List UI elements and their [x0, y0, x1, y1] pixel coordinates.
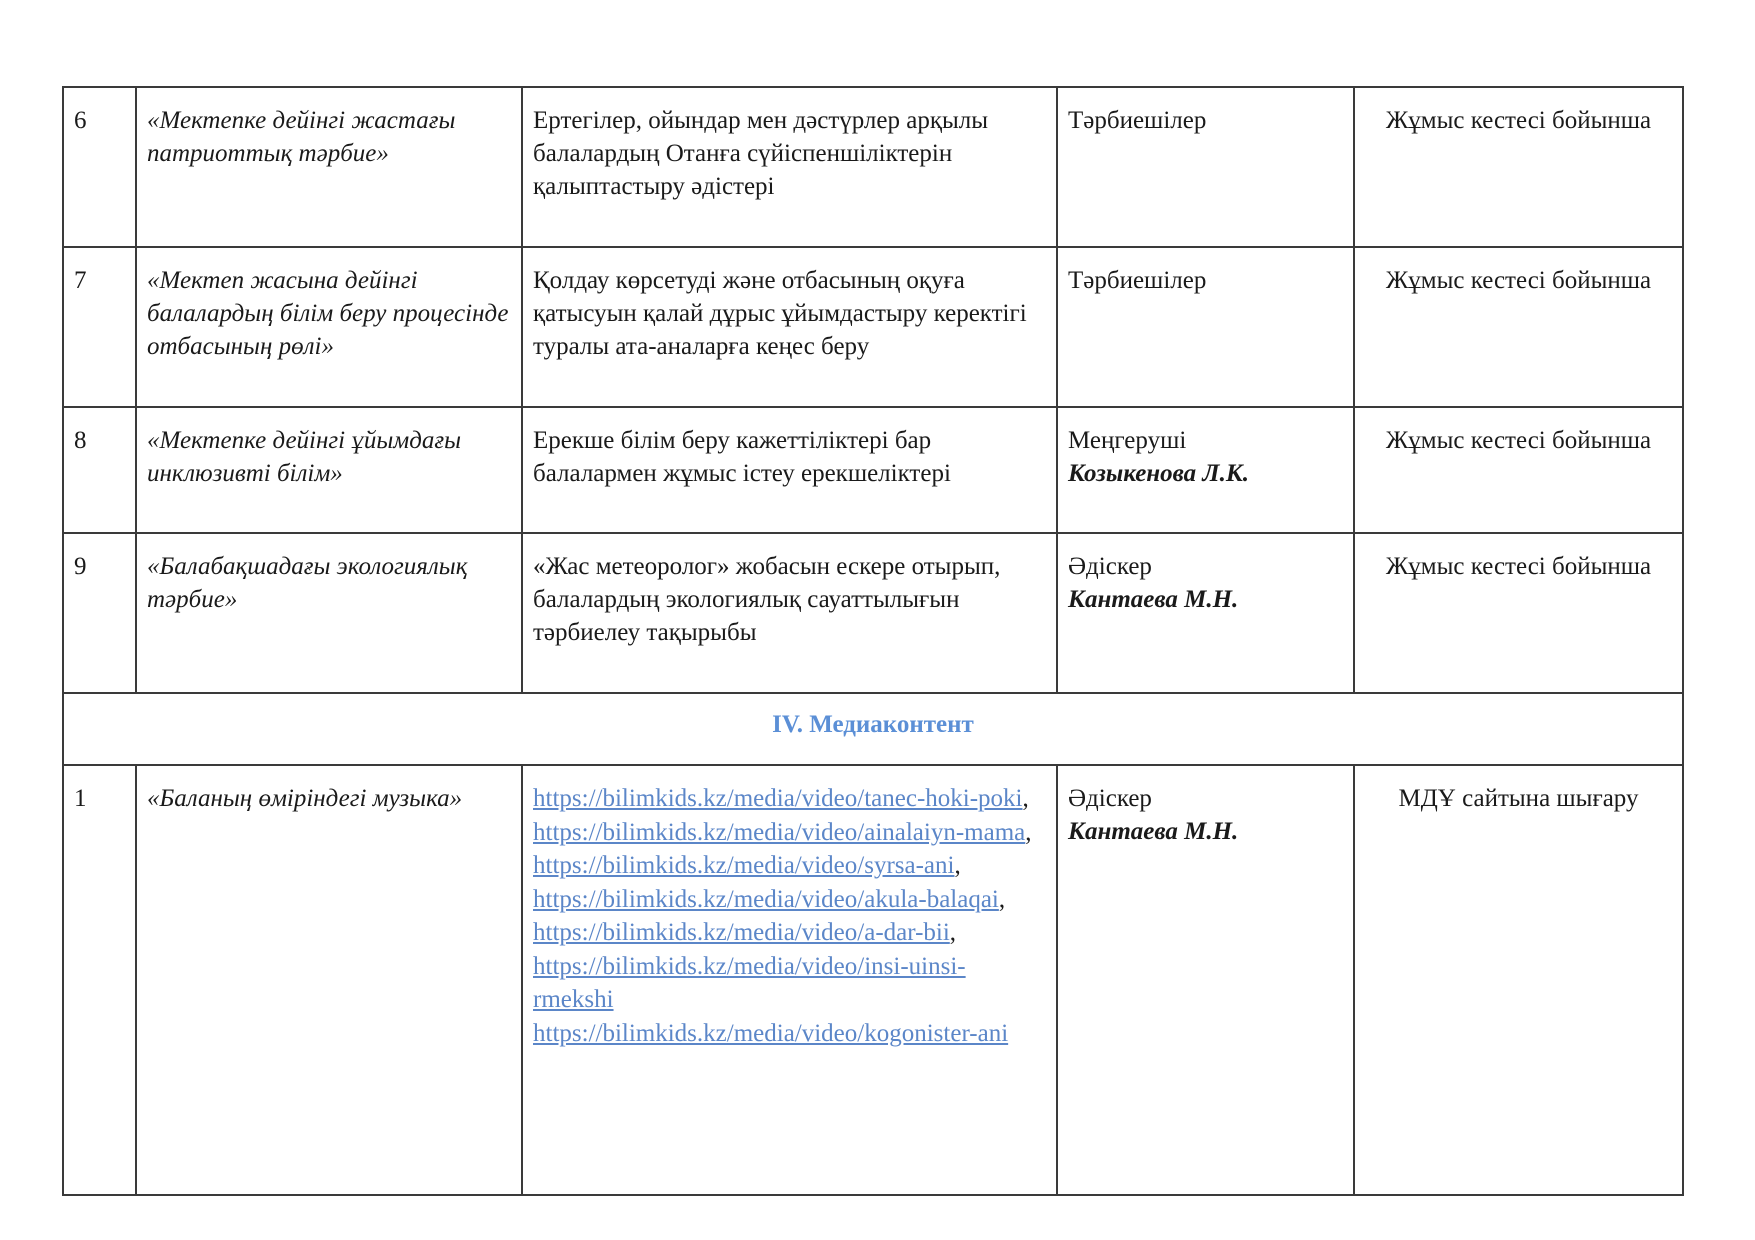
- responsible-role: Тәрбиешілер: [1068, 267, 1207, 294]
- video-link[interactable]: https://bilimkids.kz/media/video/akula-balaqai: [533, 885, 999, 913]
- row-number: 8: [63, 407, 136, 533]
- responsible-role: Тәрбиешілер: [1068, 107, 1207, 134]
- video-link[interactable]: https://bilimkids.kz/media/video/syrsa-ani: [533, 852, 955, 879]
- topic-cell: «Баланың өміріндегі музыка»: [136, 765, 522, 1195]
- deadline-cell: Жұмыс кестесі бойынша: [1354, 87, 1683, 247]
- deadline-cell: Жұмыс кестесі бойынша: [1354, 533, 1683, 693]
- deadline-cell: МДҰ сайтына шығару: [1354, 765, 1683, 1195]
- responsible-cell: [1057, 87, 1354, 247]
- deadline-cell: Жұмыс кестесі бойынша: [1354, 247, 1683, 407]
- deadline-cell: Жұмыс кестесі бойынша: [1354, 407, 1683, 533]
- responsible-cell: [1057, 407, 1354, 533]
- responsible-name: Козыкенова Л.К.: [1068, 460, 1250, 487]
- link-separator: ,: [1022, 785, 1029, 812]
- responsible-role: Меңгеруші: [1068, 427, 1187, 454]
- content-cell: Қолдау көрсетуді және отбасының оқуға қатысуын қалай дұрыс ұйымдастыру керектігі туралы ата-аналарға кеңес беру: [522, 247, 1057, 407]
- link-separator: ,: [998, 885, 1006, 913]
- section-title: IV. Медиаконтент: [63, 693, 1683, 765]
- link-separator: ,: [949, 919, 957, 946]
- row-number: 6: [63, 87, 136, 247]
- content-cell: Ерекше білім беру кажеттіліктері бар балалармен жұмыс істеу ерекшеліктері: [522, 407, 1057, 533]
- row-number: 1: [63, 765, 136, 1195]
- section-header-row: [63, 693, 1683, 765]
- video-link[interactable]: https://bilimkids.kz/media/video/insi-uinsi-rmekshi: [533, 952, 966, 1013]
- responsible-name: Кантаева М.Н.: [1068, 818, 1239, 845]
- table-row: [63, 533, 1683, 693]
- responsible-cell: [1057, 247, 1354, 407]
- topic-cell: «Мектепке дейінгі ұйымдағы инклюзивті білім»: [136, 407, 522, 533]
- video-link[interactable]: https://bilimkids.kz/media/video/a-dar-bii: [533, 919, 950, 946]
- table-row: [63, 247, 1683, 407]
- row-number: 7: [63, 247, 136, 407]
- table-row: [63, 407, 1683, 533]
- content-cell: «Жас метеоролог» жобасын ескере отырып, балалардың экологиялық сауаттылығын тәрбиелеу тақырыбы: [522, 533, 1057, 693]
- video-link[interactable]: https://bilimkids.kz/media/video/kogonister-ani: [533, 1019, 1009, 1047]
- responsible-cell: [1057, 533, 1354, 693]
- topic-cell: «Балабақшадағы экологиялық тәрбие»: [136, 533, 522, 693]
- table-row: [63, 87, 1683, 247]
- table-row: [63, 765, 1683, 1195]
- link-separator: ,: [1025, 818, 1032, 846]
- responsible-name: Кантаева М.Н.: [1068, 586, 1239, 613]
- responsible-cell: [1057, 765, 1354, 1195]
- row-number: 9: [63, 533, 136, 693]
- responsible-role: Әдіскер: [1068, 785, 1152, 812]
- topic-cell: «Мектепке дейінгі жастағы патриоттық тәрбие»: [136, 87, 522, 247]
- video-link[interactable]: https://bilimkids.kz/media/video/tanec-hoki-poki: [533, 785, 1023, 812]
- video-link[interactable]: https://bilimkids.kz/media/video/ainalaiyn-mama: [533, 818, 1026, 846]
- responsible-role: Әдіскер: [1068, 553, 1152, 580]
- topic-cell: «Мектеп жасына дейінгі балалардың білім беру процесінде отбасының рөлі»: [136, 247, 522, 407]
- link-separator: ,: [954, 852, 961, 879]
- links-cell: [522, 765, 1057, 1195]
- content-cell: Ертегілер, ойындар мен дәстүрлер арқылы балалардың Отанға сүйіспеншіліктерін қалыптастыру әдістері: [522, 87, 1057, 247]
- plan-table: [62, 86, 1684, 1196]
